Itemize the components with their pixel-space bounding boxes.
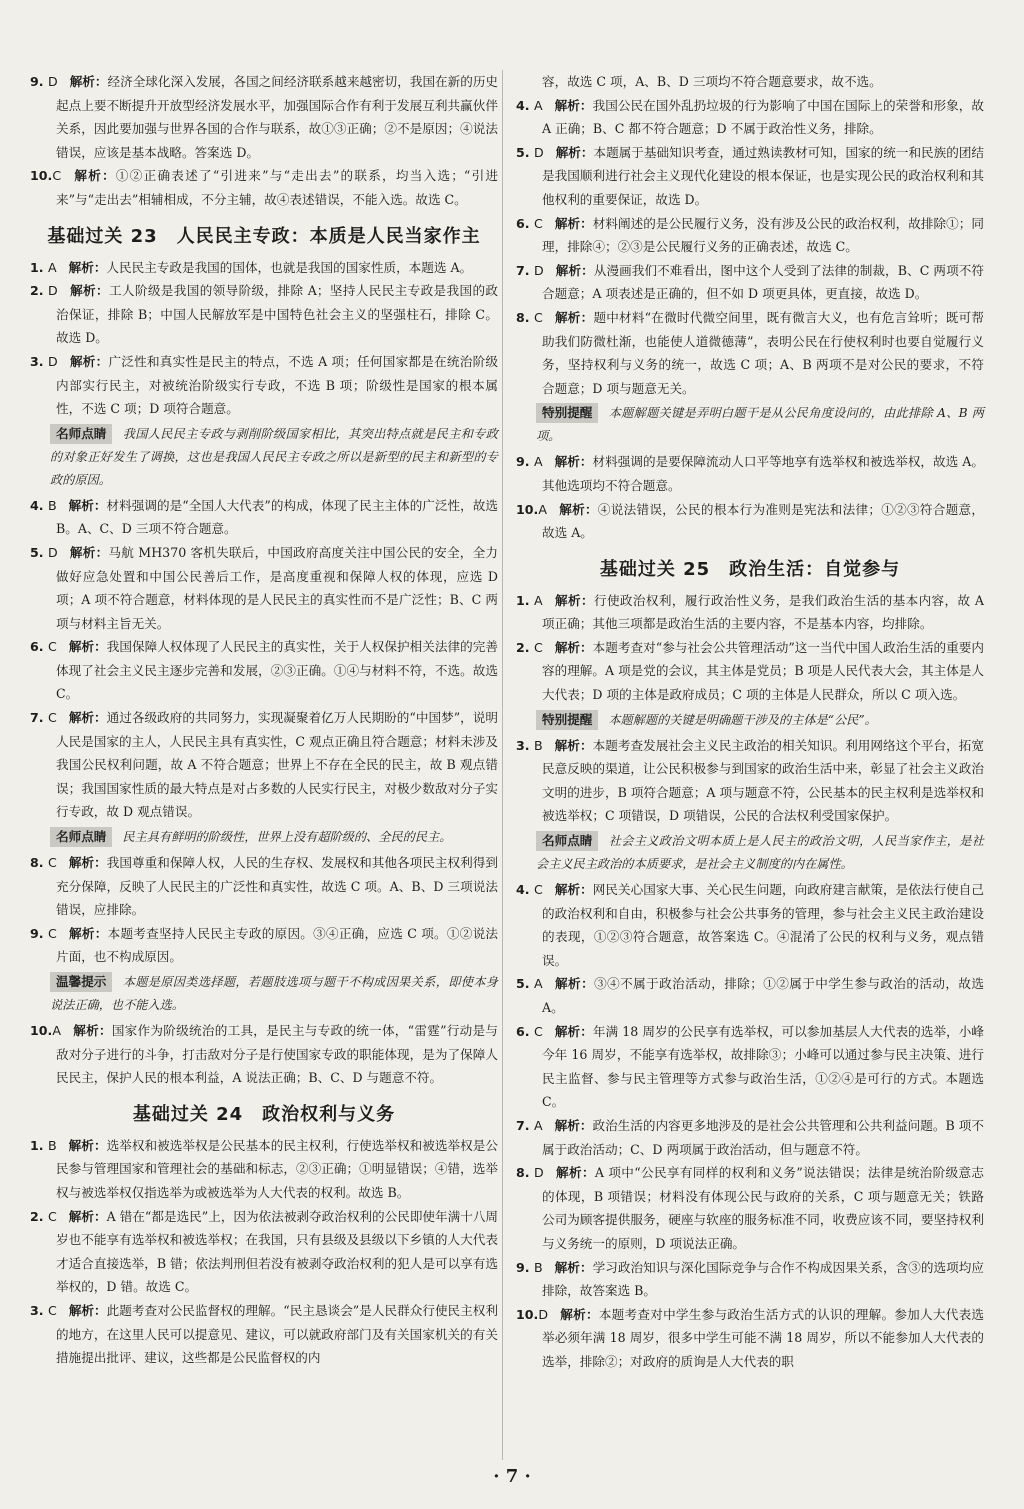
answer-item: 1. A 解析 ： 行使政治权利，履行政治性义务，是我们政治生活的基本内容，故 A 项正确；其他三项都是政治生活的主要内容，不是基本内容，均排除。 (516, 589, 984, 636)
column-divider (502, 70, 503, 1460)
tip-tag: 名师点睛 (536, 831, 598, 851)
answer-item: 2. D 解析 ： 工人阶级是我国的领导阶级，排除 A；坚持人民民主专政是我国的政治保证，排除 B；中国人民解放军是中国特色社会主义的坚强柱石，排除 C。故选 D。 (30, 279, 498, 350)
tip-box: 名师点睛 我国人民民主专政与剥削阶级国家相比，其突出特点就是民主和专政的对象正好发生了调换，这也是我国人民民主专政之所以是新型的民主和新型的专政的原因。 (50, 425, 498, 487)
answer-item: 8. C 解析 ： 题中材料“在微时代微空间里，既有微言大义，也有危言耸听；既可帮助我们防微杜渐，也能使人道微德薄”，表明公民在行使权利时也要自觉履行义务，坚持权利与义务的统一，故选 C 项；A、B 两项不是对公民的要求，不符合题意；D 项与题意无关。 (516, 306, 984, 400)
answer-item: 10.D 解析 ： 本题考查对中学生参与政治生活方式的认识的理解。参加人大代表选举必须年满 18 周岁，很多中学生可能不满 18 周岁，所以不能参加人大代表的选举，排除②；对政府的质询是人大代表的职 (516, 1303, 984, 1374)
answer-item: 3. D 解析 ： 广泛性和真实性是民主的特点，不选 A 项；任何国家都是在统治阶级内部实行民主，对被统治阶级实行专政，不选 B 项；阶级性是国家的根本属性，不选 C 项；D 项符合题意。 (30, 350, 498, 421)
section-title-24: 基础过关 24 政治权利与义务 (132, 1103, 396, 1125)
answer-item: 10.A 解析 ： ④说法错误，公民的根本行为准则是宪法和法律；①②③符合题意，故选 A。 (516, 498, 984, 545)
answer-item: 7. D 解析 ： 从漫画我们不难看出，图中这个人受到了法律的制裁，B、C 两项不符合题意；A 项表述是正确的，但不如 D 项更具体，更直接，故选 D。 (516, 259, 984, 306)
answer-item: 9. B 解析 ： 学习政治知识与深化国际竞争与合作不构成因果关系，含③的选项均应排除，故答案选 B。 (516, 1256, 984, 1303)
answer-item: 9. C 解析 ： 本题考查坚持人民民主专政的原因。③④正确，应选 C 项。①②说法片面，也不构成原因。 (30, 922, 498, 969)
tip-box: 特别提醒 本题解题关键是弄明白题干是从公民角度设问的，由此排除 A、B 两项。 (536, 405, 984, 444)
answer-item: 4. A 解析 ： 我国公民在国外乱扔垃圾的行为影响了中国在国际上的荣誉和形象，故 A 正确；B、C 都不符合题意；D 不属于政治性义务，排除。 (516, 94, 984, 141)
answer-item: 8. C 解析 ： 我国尊重和保障人权，人民的生存权、发展权和其他各项民主权利得到充分保障，反映了人民民主的广泛性和真实性，故选 C 项。A、B、D 三项说法错误，应排除。 (30, 851, 498, 922)
answer-item: 7. A 解析 ： 政治生活的内容更多地涉及的是社会公共管理和公共利益问题。B 项不属于政治活动；C、D 两项属于政治活动，但与题意不符。 (516, 1114, 984, 1161)
answer-item: 1. B 解析 ： 选举权和被选举权是公民基本的民主权利，行使选举权和被选举权是公民参与管理国家和管理社会的基础和标志，②③正确；①明显错误；④错，选举权与被选举权仅指选举为或被选举为人大代表的权利。故选 B。 (30, 1134, 498, 1205)
tip-tag: 特别提醒 (536, 403, 598, 423)
tip-box: 特别提醒 本题解题的关键是明确题干涉及的主体是“公民”。 (536, 709, 984, 732)
answer-item: 8. D 解析 ： A 项中“公民享有同样的权利和义务”说法错误；法律是统治阶级意志的体现，B 项错误；材料没有体现公民与政府的关系，C 项与题意无关；铁路公司为顾客提供服务，硬座与软座的服务标准不同，收费应该不同，要坚持权利与义务统一的原则，D 项说法正确。 (516, 1161, 984, 1255)
answer-item: 5. D 解析 ： 马航 MH370 客机失联后，中国政府高度关注中国公民的安全，全力做好应急处置和中国公民善后工作，是高度重视和保障人权的体现，应选 D 项；A 项不符合题意，材料体现的是人民民主的真实性而不是广泛性；B、C 两项与材料主旨无关。 (30, 541, 498, 635)
answer-item: 4. C 解析 ： 网民关心国家大事、关心民生问题，向政府建言献策，是依法行使自己的政治权利和自由，积极参与社会公共事务的管理，参与社会主义民主政治建设的表现，①②③符合题意，故答案选 C。④混淆了公民的权利与义务，观点错误。 (516, 878, 984, 972)
left-column (30, 70, 498, 1370)
section-title-25: 基础过关 25 政治生活：自觉参与 (599, 558, 901, 580)
answer-item: 10.C 解析 ： ①②正确表述了“引进来”与“走出去”的联系，均当入选；“引进来”与“走出去”相辅相成，不分主辅，故④表述错误，不能入选。故选 C。 (30, 164, 498, 211)
intro-items (30, 70, 498, 212)
answer-item: 3. B 解析 ： 本题考查发展社会主义民主政治的相关知识。利用网络这个平台，拓宽民意反映的渠道，让公民积极参与到国家的政治生活中来，彰显了社会主义政治文明的进步，B 项符合题意；A 项与题意不符，公民基本的民主权利是选举权和被选举权；C 项错误，D 项错误，公民的合法权利受国家保护。 (516, 734, 984, 828)
tip-tag: 特别提醒 (536, 710, 598, 730)
answer-item: 5. D 解析 ： 本题属于基础知识考查，通过熟读教材可知，国家的统一和民族的团结是我国顺利进行社会主义现代化建设的根本保证，也是实现公民的政治权利和其他权利的重要保证，故选 D。 (516, 141, 984, 212)
tip-tag: 名师点睛 (50, 827, 112, 847)
tip-box: 名师点睛 社会主义政治文明本质上是人民主的政治文明，人民当家作主，是社会主义民主政治的本质要求，是社会主义制度的内在属性。 (536, 833, 984, 872)
answer-item: 6. C 解析 ： 材料阐述的是公民履行义务，没有涉及公民的政治权利，故排除①；同理，排除④；②③是公民履行义务的正确表述，故选 C。 (516, 212, 984, 259)
page-number: · 7 · (493, 1466, 531, 1487)
answer-item: 6. C 解析 ： 我国保障人权体现了人民民主的真实性，关于人权保护相关法律的完善体现了社会主义民主逐步完善和发展，②③正确。①④与材料不符，不选。故选 C。 (30, 635, 498, 706)
answer-item: 1. A 解析 ： 人民民主专政是我国的国体，也就是我国的国家性质，本题选 A。 (30, 256, 498, 280)
answer-item-continued: 容，故选 C 项，A、B、D 三项均不符合题意要求，故不选。 (542, 74, 882, 89)
answer-item: 6. C 解析 ： 年满 18 周岁的公民享有选举权，可以参加基层人大代表的选举，小峰今年 16 周岁，不能享有选举权，故排除③；小峰可以通过参与民主决策、进行民主监督、参与民主管理等方式参与政治生活，①②④是可行的方式。本题选 C。 (516, 1020, 984, 1114)
right-column (516, 70, 984, 1374)
answer-item: 2. C 解析 ： 本题考查对“参与社会公共管理活动”这一当代中国人政治生活的重要内容的理解。A 项是党的会议，其主体是党员；B 项是人民代表大会，其主体是人大代表；D 项的主体是政府成员；C 项的主体是人民群众，所以 C 项入选。 (516, 636, 984, 707)
answer-item: 10.A 解析 ： 国家作为阶级统治的工具，是民主与专政的统一体，“雷霆”行动是与敌对分子进行的斗争，打击敌对分子是行使国家专政的职能体现，是为了保障人民民主，保护人民的根本利益，A 说法正确；B、C、D 与题意不符。 (30, 1019, 498, 1090)
tip-tag: 温馨提示 (50, 972, 112, 992)
tip-box: 名师点睛 民主具有鲜明的阶级性，世界上没有超阶级的、全民的民主。 (50, 826, 498, 849)
answer-item: 9. A 解析 ： 材料强调的是要保障流动人口平等地享有选举权和被选举权，故选 A。其他选项均不符合题意。 (516, 450, 984, 497)
answer-item: 5. A 解析 ： ③④不属于政治活动，排除；①②属于中学生参与政治的活动，故选 A。 (516, 972, 984, 1019)
section-title-23: 基础过关 23 人民民主专政：本质是人民当家作主 (47, 225, 481, 247)
tip-tag: 名师点睛 (50, 424, 112, 444)
answer-item: 4. B 解析 ： 材料强调的是“全国人大代表”的构成，体现了民主主体的广泛性，故选 B。A、C、D 三项不符合题意。 (30, 494, 498, 541)
tip-box: 温馨提示 本题是原因类选择题，若题肢选项与题干不构成因果关系，即使本身说法正确，也不能入选。 (50, 974, 498, 1012)
answer-item: 3. C 解析 ： 此题考查对公民监督权的理解。“民主恳谈会”是人民群众行使民主权利的地方，在这里人民可以提意见、建议，可以就政府部门及有关国家机关的有关措施提出批评、建议，这些都是公民监督权的内 (30, 1299, 498, 1370)
answer-item: 2. C 解析 ： A 错在“都是选民”上，因为依法被剥夺政治权利的公民即使年满十八周岁也不能享有选举权和被选举权；在我国，只有县级及县级以下乡镇的人大代表才适合直接选举，B 错；依法判刑但若没有被剥夺政治权利的犯人是可以享有选举权的，D 错。故选 C。 (30, 1205, 498, 1299)
answer-item: 9. D 解析 ： 经济全球化深入发展，各国之间经济联系越来越密切，我国在新的历史起点上要不断提升开放型经济发展水平，加强国际合作有利于发展互利共赢伙伴关系，因此要加强与世界各国的合作与联系，故①③正确；②不是原因；④说法错误，应该是基本战略。答案选 D。 (30, 70, 498, 164)
answer-item: 7. C 解析 ： 通过各级政府的共同努力，实现凝聚着亿万人民期盼的“中国梦”，说明人民是国家的主人，人民民主具有真实性，C 观点正确且符合题意；材料未涉及我国公民权利问题，故 A 不符合题意；世界上不存在全民的民主，故 B 观点错误；我国国家性质的最大特点是对占多数的人民实行民主，对极少数敌对分子实行专政，故 D 观点错误。 (30, 706, 498, 824)
